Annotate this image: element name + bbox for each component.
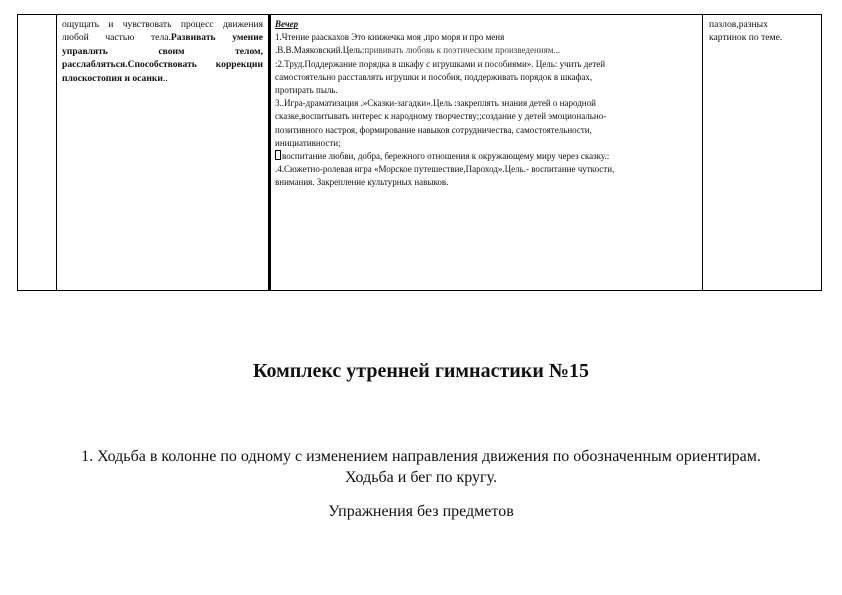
activity-line: внимания. Закрепление культурных навыков. [275, 177, 449, 188]
activity-line: 1.Чтение рааскахов Это книжечка моя ,про моря и про меня [275, 32, 505, 43]
materials-line: пазлов,разных [709, 19, 768, 30]
activity-line: протирать пыль. [275, 85, 338, 96]
activity-line: .В.В.Маяковский.Цель:прививать любовь к поэтическим произведениям... [275, 45, 561, 56]
materials-line: картинок по теме. [709, 32, 783, 43]
exercise-line-2: Ходьба и бег по кругу. [344, 469, 497, 486]
activity-line: .4.Сюжетно-ролевая игра «Морское путешествие,Пароход».Цель.- воспитание чуткости, [275, 164, 615, 175]
table-column-activities [270, 15, 703, 290]
exercise-paragraph [0, 446, 842, 488]
activity-line: :2.Труд.Поддержание порядка в шкафу с игрушками и пособиями». Цель: учить детей [275, 58, 606, 69]
activity-line: самостоятельно расставлять игрушки и пособия, поддерживать порядок в шкафах, [275, 71, 593, 82]
table-column-materials [703, 15, 821, 290]
section-subheading: Упражнения без предметов [328, 503, 514, 520]
table-column-goals [57, 15, 270, 290]
activity-line: 3..Игра-драматизация .»Сказки-загадки».Цель :закреплять знания детей о народной [275, 98, 596, 109]
evening-heading: Вечер [275, 19, 299, 29]
activity-line: воспитание любви, добра, бережного отношения к окружающему миру через сказку.: [275, 150, 698, 163]
goals-plain-text: ощущать и чувствовать процесс движения любой частью тела. [62, 19, 263, 44]
page-title: Комплекс утренней гимнастики №15 [253, 360, 589, 382]
goals-end-text: .. [162, 72, 168, 84]
goals-bold-text: Развивать умение управлять своим телом, расслабляться.Способствовать коррекции плоскостопия и осанки [62, 32, 263, 84]
table-column-number [18, 15, 57, 290]
activity-line: сказке,воспитывать интерес к народному творчеству;;создание у детей эмоционально- [275, 111, 607, 122]
activity-line: позитивного настроя, формирование навыков сотрудничества, самостоятельности, [275, 124, 592, 135]
exercise-line-1: 1. Ходьба в колонне по одному с изменением направления движения по обозначенным ориентирам. [81, 448, 761, 465]
checkbox-glyph-icon [275, 150, 281, 160]
plan-table [17, 14, 822, 291]
activity-line: инициативности; [275, 137, 341, 148]
